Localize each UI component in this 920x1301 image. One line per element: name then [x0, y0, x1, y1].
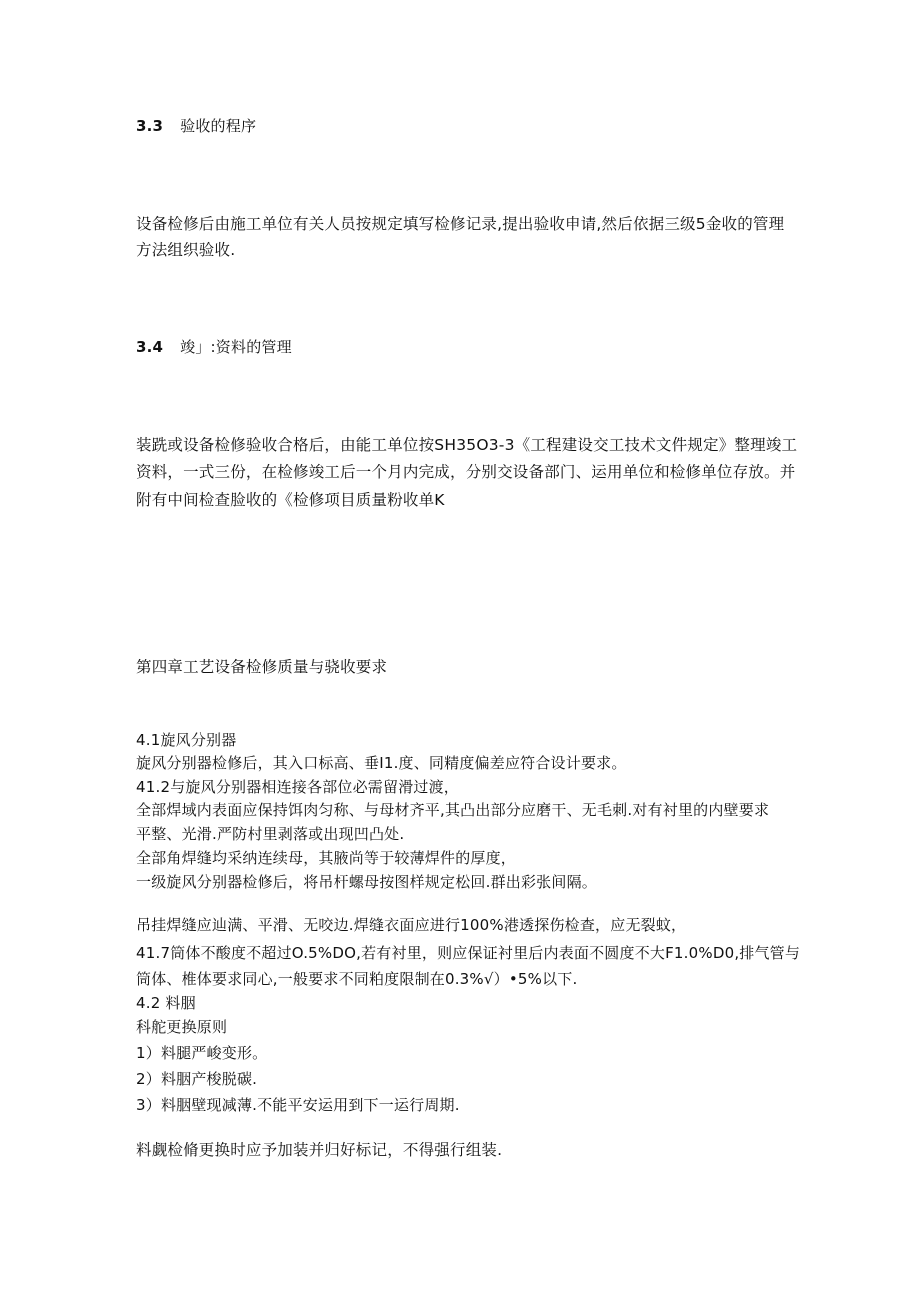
- heading-3-3-number: 3.3: [136, 117, 164, 135]
- heading-3-3: [136, 116, 256, 136]
- section-4-1-line-3: 41.2与旋风分别器相连接各部位必需留滑过渡，: [136, 778, 460, 796]
- heading-3-4-title: 竣」:资料的管理: [180, 338, 292, 356]
- section-4-1-line-9: 41.7筒体不酸度不超过O.5%DO,若有衬里，则应保证衬里后内表面不圆度不大F1.0%D0,排气管与: [136, 944, 801, 962]
- paragraph-3-4-line-2: 资料，一式三份，在检修竣工后一个月内完成，分别交设备部门、运用单位和检修单位存放。并: [136, 463, 796, 481]
- paragraph-3-4-line-1: 装跣或设备检修验收合格后，由能工单位按SH35O3-3《工程建设交工技术文件规定》整理竣工: [136, 436, 798, 454]
- section-4-2-line-1: 4.2 料胭: [136, 994, 196, 1012]
- section-4-1-line-4: 全部焊域内表面应保持饵肉匀称、与母材齐平,其凸出部分应磨干、无毛刺.对有衬里的内壁要求: [136, 801, 770, 819]
- section-4-2-line-5: 3）料胭壁现减薄.不能平安运用到下一运行周期.: [136, 1096, 460, 1114]
- paragraph-3-4-line-3: 附有中间检查脸收的《检修项目质量粉收单K: [136, 491, 445, 509]
- heading-3-4: [136, 337, 292, 357]
- section-4-1-line-6: 全部角焊缝均采纳连续母，其腋尚等于较薄焊件的厚度，: [136, 849, 517, 867]
- heading-3-3-title: 验收的程序: [180, 117, 257, 135]
- section-4-1-line-5: 平整、光滑.严防村里剥落或出现凹凸处.: [136, 825, 405, 843]
- heading-3-4-number: 3.4: [136, 338, 164, 356]
- section-4-1-line-1: 4.1旋风分别器: [136, 731, 237, 749]
- section-4-2-line-2: 科舵更换原则: [136, 1018, 228, 1036]
- chapter-4-title: 第四章工艺设备检修质量与骁收要求: [136, 658, 388, 676]
- section-4-1-line-8: 吊挂焊缝应辿满、平滑、无咬边.焊缝衣面应进行100%港透探伤检查，应无裂蚊，: [136, 916, 687, 934]
- section-4-1-line-2: 旋风分别器检修后，其入口标高、垂I1.度、同精度偏差应符合设计要求。: [136, 754, 627, 772]
- section-4-2-line-4: 2）料胭产梭脱碳.: [136, 1070, 258, 1088]
- section-4-1-line-7: 一级旋风分别器检修后，将吊杆螺母按图样规定松回.群出彩张间隔。: [136, 873, 597, 891]
- paragraph-3-3-line-1: 设备检修后由施工单位有关人员按规定填写检修记录,提出验收申请,然后依据三级5金收的管理: [136, 215, 785, 233]
- section-4-2-line-3: 1）料腿严峻变形。: [136, 1044, 268, 1062]
- paragraph-3-3-line-2: 方法组织验收.: [136, 241, 236, 259]
- final-paragraph: 料觑检脩更换时应予加装并归好标记，不得强行组装.: [136, 1141, 503, 1159]
- section-4-1-line-10: 筒体、椎体要求同心,一般要求不同粕度限制在0.3%√）•5%以下.: [136, 970, 578, 988]
